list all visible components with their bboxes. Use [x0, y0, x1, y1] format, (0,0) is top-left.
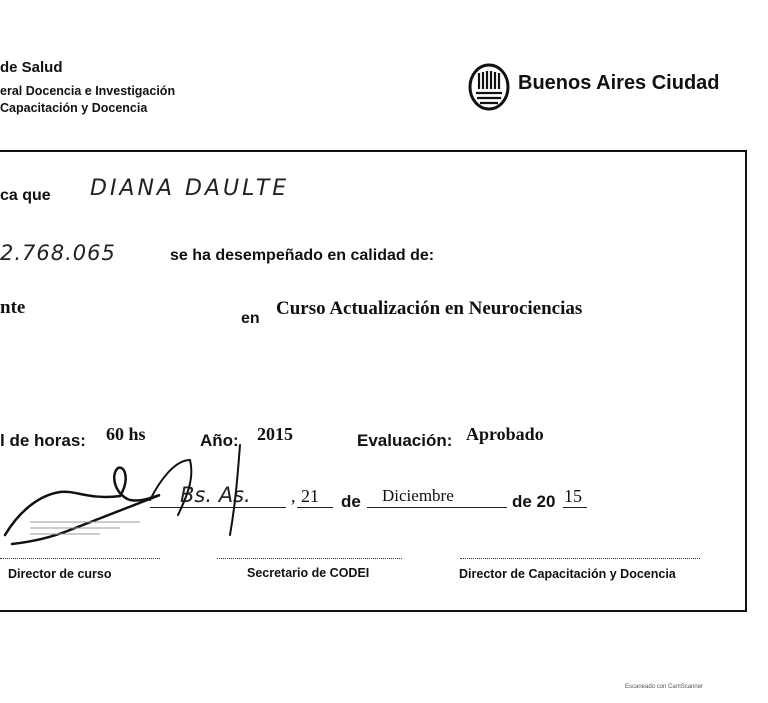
evaluation-value: Aprobado [466, 424, 544, 444]
year-suffix-underline [563, 507, 587, 508]
in-label: en [241, 310, 260, 327]
certifies-label: ca que [0, 187, 51, 204]
role-value: nte [0, 297, 26, 318]
signature-line-secretario [217, 558, 402, 559]
place-handwritten: Bs. As. [180, 483, 251, 507]
hours-label: l de horas: [0, 431, 86, 450]
scanner-note: Escaneado con CamScanner [625, 684, 704, 690]
signature-label-director-capacitacion: Director de Capacitación y Docencia [459, 567, 676, 581]
department-title: Capacitación y Docencia [0, 101, 148, 115]
date-comma: , [291, 486, 296, 506]
course-name: Curso Actualización en Neurociencias [276, 298, 583, 319]
document-number: 2.768.065 [0, 241, 116, 265]
signature-line-director-capacitacion [460, 558, 700, 559]
signature-label-secretario: Secretario de CODEI [247, 566, 370, 580]
ministry-title: de Salud [0, 59, 63, 76]
year-value: 2015 [257, 424, 293, 444]
day-underline [297, 507, 333, 508]
hours-value: 60 hs [106, 424, 146, 444]
month-value: Diciembre [382, 486, 454, 505]
year-label: Año: [200, 431, 239, 450]
person-name: DIANA DAULTE [90, 176, 290, 201]
signature-label-director-curso: Director de curso [8, 567, 112, 581]
brand-name: Buenos Aires Ciudad [518, 72, 720, 94]
de-label-2: de 20 [512, 492, 556, 511]
month-underline [367, 507, 507, 508]
role-label: se ha desempeñado en calidad de: [170, 247, 435, 264]
buenos-aires-logo-icon [468, 63, 510, 111]
evaluation-label: Evaluación: [357, 431, 453, 450]
direction-title: eral Docencia e Investigación [0, 84, 176, 98]
day-value: 21 [301, 486, 319, 506]
signature-scribble [0, 440, 270, 550]
de-label-1: de [341, 492, 361, 511]
year-suffix: 15 [564, 486, 582, 506]
signature-line-director-curso [0, 558, 160, 559]
